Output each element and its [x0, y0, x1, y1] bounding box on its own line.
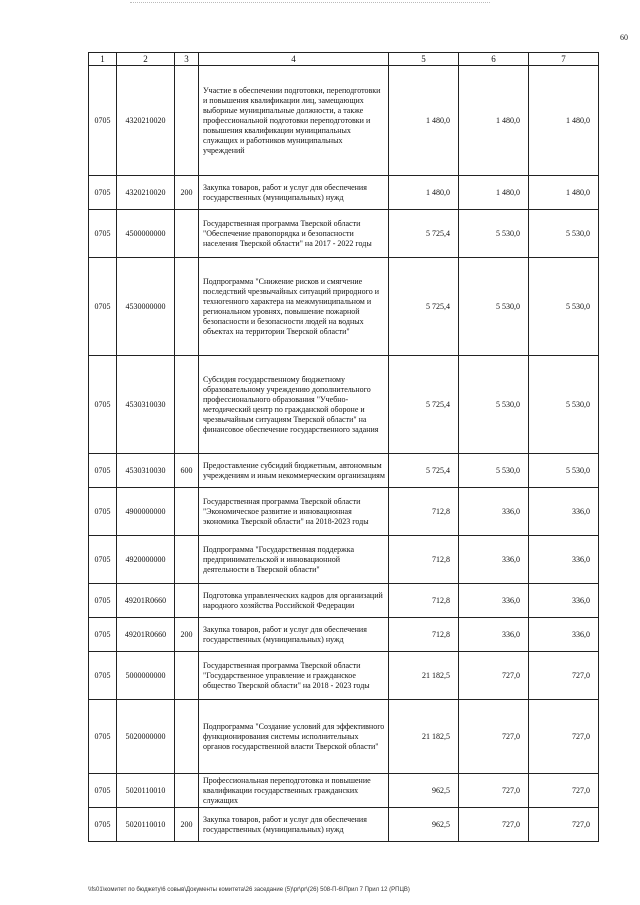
amount-cell-3: 5 530,0: [529, 356, 599, 454]
amount-cell-3: 5 530,0: [529, 210, 599, 258]
table-row: [89, 488, 599, 536]
budget-table: [88, 52, 599, 842]
amount-cell-1: 712,8: [389, 536, 459, 584]
amount-cell-1: 5 725,4: [389, 258, 459, 356]
expense-type-cell: [175, 700, 199, 774]
expense-type-cell: 600: [175, 454, 199, 488]
item-name-cell: Участие в обеспечении подготовки, переподготовки и повышения квалификации лиц, замещающих выборные муниципальные должности, а также профессиональной подготовки переподготовки и повышения квалификации муниципальных служащих и работников муниципальных учреждений: [199, 66, 389, 176]
item-name-cell: Закупка товаров, работ и услуг для обеспечения государственных (муниципальных) нужд: [199, 618, 389, 652]
code-cell: 4530000000: [117, 258, 175, 356]
table-row: [89, 356, 599, 454]
code-cell: 4500000000: [117, 210, 175, 258]
table-row: [89, 652, 599, 700]
amount-cell-3: 5 530,0: [529, 258, 599, 356]
code-cell: 4320210020: [117, 176, 175, 210]
section-cell: 0705: [89, 454, 117, 488]
expense-type-cell: [175, 774, 199, 808]
item-name-cell: Подпрограмма "Государственная поддержка предпринимательской и инновационной деятельности в Тверской области": [199, 536, 389, 584]
table-row: [89, 774, 599, 808]
page-number: 60: [620, 33, 628, 42]
expense-type-cell: 200: [175, 618, 199, 652]
amount-cell-2: 727,0: [459, 808, 529, 842]
amount-cell-2: 336,0: [459, 618, 529, 652]
amount-cell-3: 727,0: [529, 808, 599, 842]
expense-type-cell: 200: [175, 808, 199, 842]
expense-type-cell: [175, 356, 199, 454]
expense-type-cell: [175, 66, 199, 176]
code-cell: 4920000000: [117, 536, 175, 584]
scan-artifact: [130, 2, 490, 6]
expense-type-cell: [175, 584, 199, 618]
section-cell: 0705: [89, 652, 117, 700]
code-cell: 4530310030: [117, 356, 175, 454]
table-row: [89, 210, 599, 258]
section-cell: 0705: [89, 618, 117, 652]
amount-cell-3: 1 480,0: [529, 66, 599, 176]
table-row: [89, 258, 599, 356]
header-cell: 4: [199, 53, 389, 66]
amount-cell-3: 336,0: [529, 488, 599, 536]
item-name-cell: Подпрограмма "Создание условий для эффективного функционирования системы исполнительных органов государственной власти Тверской области": [199, 700, 389, 774]
amount-cell-3: 336,0: [529, 536, 599, 584]
amount-cell-2: 5 530,0: [459, 258, 529, 356]
expense-type-cell: [175, 210, 199, 258]
expense-type-cell: [175, 258, 199, 356]
amount-cell-2: 727,0: [459, 652, 529, 700]
amount-cell-2: 1 480,0: [459, 176, 529, 210]
table-row: [89, 700, 599, 774]
table-row: [89, 618, 599, 652]
amount-cell-3: 727,0: [529, 652, 599, 700]
header-cell: 1: [89, 53, 117, 66]
expense-type-cell: [175, 652, 199, 700]
header-cell: 6: [459, 53, 529, 66]
amount-cell-1: 5 725,4: [389, 356, 459, 454]
amount-cell-1: 962,5: [389, 774, 459, 808]
item-name-cell: Государственная программа Тверской области "Государственное управление и гражданское общество Тверской области" на 2018 - 2023 годы: [199, 652, 389, 700]
amount-cell-3: 336,0: [529, 618, 599, 652]
amount-cell-2: 336,0: [459, 584, 529, 618]
code-cell: 49201R0660: [117, 618, 175, 652]
header-cell: 3: [175, 53, 199, 66]
amount-cell-2: 727,0: [459, 700, 529, 774]
amount-cell-3: 727,0: [529, 774, 599, 808]
item-name-cell: Профессиональная переподготовка и повышение квалификации государственных гражданских служащих: [199, 774, 389, 808]
amount-cell-1: 712,8: [389, 584, 459, 618]
item-name-cell: Государственная программа Тверской области "Экономическое развитие и инновационная экономика Тверской области" на 2018-2023 годы: [199, 488, 389, 536]
section-cell: 0705: [89, 488, 117, 536]
section-cell: 0705: [89, 774, 117, 808]
amount-cell-1: 962,5: [389, 808, 459, 842]
code-cell: 5020000000: [117, 700, 175, 774]
header-cell: 5: [389, 53, 459, 66]
table-row: [89, 176, 599, 210]
item-name-cell: Подготовка управленческих кадров для организаций народного хозяйства Российской Федерации: [199, 584, 389, 618]
code-cell: 4900000000: [117, 488, 175, 536]
section-cell: 0705: [89, 258, 117, 356]
amount-cell-1: 5 725,4: [389, 210, 459, 258]
section-cell: 0705: [89, 584, 117, 618]
section-cell: 0705: [89, 536, 117, 584]
amount-cell-2: 1 480,0: [459, 66, 529, 176]
table-row: [89, 66, 599, 176]
code-cell: 49201R0660: [117, 584, 175, 618]
table-row: [89, 584, 599, 618]
code-cell: 5020110010: [117, 808, 175, 842]
section-cell: 0705: [89, 808, 117, 842]
amount-cell-1: 21 182,5: [389, 652, 459, 700]
item-name-cell: Закупка товаров, работ и услуг для обеспечения государственных (муниципальных) нужд: [199, 808, 389, 842]
amount-cell-3: 727,0: [529, 700, 599, 774]
amount-cell-1: 712,8: [389, 488, 459, 536]
section-cell: 0705: [89, 66, 117, 176]
code-cell: 4530310030: [117, 454, 175, 488]
amount-cell-2: 5 530,0: [459, 356, 529, 454]
item-name-cell: Субсидия государственному бюджетному образовательному учреждению дополнительного профессионального образования "Учебно-методический центр по гражданской обороне и чрезвычайным ситуациям Тверской области" на финансовое обеспечение государственного задания: [199, 356, 389, 454]
expense-type-cell: 200: [175, 176, 199, 210]
amount-cell-2: 336,0: [459, 536, 529, 584]
amount-cell-2: 5 530,0: [459, 210, 529, 258]
amount-cell-2: 336,0: [459, 488, 529, 536]
expense-type-cell: [175, 536, 199, 584]
item-name-cell: Подпрограмма "Снижение рисков и смягчение последствий чрезвычайных ситуаций природного и техногенного характера на межмуниципальном и региональном уровнях, повышение пожарной безопасности и безопасности людей на водных объектах на территории Тверской области": [199, 258, 389, 356]
amount-cell-3: 5 530,0: [529, 454, 599, 488]
header-cell: 7: [529, 53, 599, 66]
amount-cell-1: 5 725,4: [389, 454, 459, 488]
expense-type-cell: [175, 488, 199, 536]
amount-cell-3: 1 480,0: [529, 176, 599, 210]
amount-cell-1: 21 182,5: [389, 700, 459, 774]
code-cell: 5000000000: [117, 652, 175, 700]
section-cell: 0705: [89, 210, 117, 258]
section-cell: 0705: [89, 356, 117, 454]
amount-cell-3: 336,0: [529, 584, 599, 618]
section-cell: 0705: [89, 700, 117, 774]
table-row: [89, 808, 599, 842]
header-cell: 2: [117, 53, 175, 66]
table-header-row: [89, 53, 599, 66]
item-name-cell: Закупка товаров, работ и услуг для обеспечения государственных (муниципальных) нужд: [199, 176, 389, 210]
amount-cell-1: 1 480,0: [389, 176, 459, 210]
code-cell: 5020110010: [117, 774, 175, 808]
table-row: [89, 454, 599, 488]
code-cell: 4320210020: [117, 66, 175, 176]
amount-cell-1: 1 480,0: [389, 66, 459, 176]
item-name-cell: Предоставление субсидий бюджетным, автономным учреждениям и иным некоммерческим организациям: [199, 454, 389, 488]
amount-cell-1: 712,8: [389, 618, 459, 652]
amount-cell-2: 727,0: [459, 774, 529, 808]
item-name-cell: Государственная программа Тверской области "Обеспечение правопорядка и безопасности населения Тверской области" на 2017 - 2022 годы: [199, 210, 389, 258]
amount-cell-2: 5 530,0: [459, 454, 529, 488]
table-row: [89, 536, 599, 584]
footer-file-path: \\fs01\комитет по бюджету\6 совыв\Документы комитета\26 заседание (5)\pr\pr\(26) 508-П-6\Прил 7 Прил 12 (РПЦВ): [88, 887, 410, 893]
section-cell: 0705: [89, 176, 117, 210]
